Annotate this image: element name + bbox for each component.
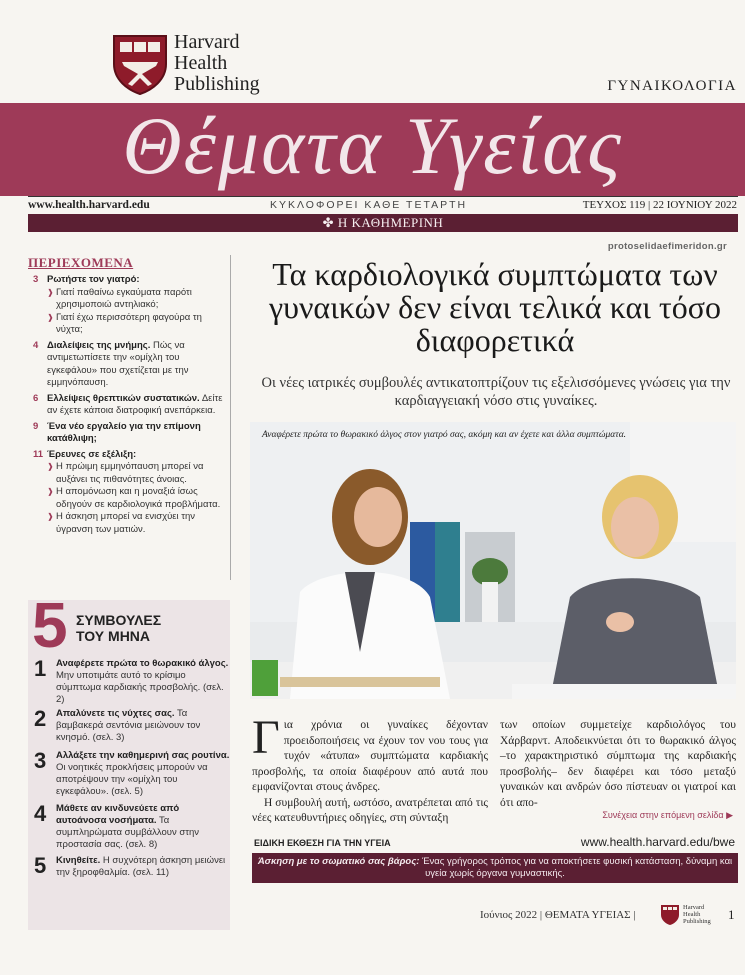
tip-item [34,855,230,879]
tip-heading: Αναφέρετε πρώτα το θωρακικό άλγος. [56,658,229,669]
tip-heading: Κινηθείτε. [56,855,101,866]
toc-text: Δείτε αν έχετε κάποια διατροφική ανεπάρκεια. [47,392,223,416]
toc-subitem [47,486,229,511]
tip-text: Τα συμπληρώματα συμβάλλουν στην προστασία σας. (σελ. 8) [56,815,200,850]
table-of-contents [33,274,229,539]
toc-heading: Διαλείψεις της μνήμης. [47,339,151,351]
bullet-icon: ❱ [47,512,54,521]
article-paragraph-1: ια χρόνια οι γυναίκες δέχονταν προειδοποιήσεις να έχουν τον νου τους για τυχόν «άτυπα» συμπτώματα καρδιακής προσβολής, τα οποία διαφέρουν από αυτά που εμφανίζονται στους άνδρες. [252,719,488,793]
footer-brand-1: Harvard [683,904,705,911]
footer-brand [683,904,711,925]
report-url[interactable]: www.health.harvard.edu/bwe [580,835,735,849]
section-label: ΓΥΝΑΙΚΟΛΟΓΙΑ [607,78,737,94]
tip-item [34,658,230,706]
toc-item[interactable] [33,393,229,418]
tip-text: Οι νοητικές προκλήσεις μπορούν να αποτρέψουν την «ομίχλη του εγκεφάλου». (σελ. 5) [56,762,208,797]
promo-banner[interactable] [252,853,738,883]
toc-subitem [47,461,229,486]
toc-subitem-text: Η πρώιμη εμμηνόπαυση μπορεί να αυξάνει τις πιθανότητες άνοιας. [56,461,204,485]
toc-subitem-text: Γιατί έχω περισσότερη φαγούρα τη νύχτα; [56,311,202,335]
toc-heading: Ένα νέο εργαλείο για την επίμονη κατάθλιψη; [47,420,201,444]
toc-item[interactable] [33,449,229,537]
harvard-shield-logo [112,34,168,96]
bullet-icon: ❱ [47,487,54,496]
tips-title-line-1: ΣΥΜΒΟΥΛΕΣ [76,612,162,628]
tips-big-number: 5 [32,589,68,661]
toc-item[interactable] [33,340,229,390]
bullet-icon: ❱ [47,287,54,297]
toc-subitem-text: Η απομόνωση και η μοναξιά ίσως οδηγούν σε καρδιολογικά προβλήματα. [56,486,221,510]
footer-brand-3: Publishing [683,918,711,925]
footer-shield-logo [660,904,680,926]
brand-line-3: Publishing [174,73,260,95]
tip-text: Τα βαμβακερά σεντόνια μειώνουν τον κνησμό. (σελ. 3) [56,708,201,743]
tip-heading: Μάθετε αν κινδυνεύετε από αυτοάνοσα νοσήματα. [56,803,180,826]
toc-item[interactable] [33,274,229,337]
article-column-1 [252,711,488,827]
issue-label: ΤΕΥΧΟΣ 119 | 22 ΙΟΥΝΙΟΥ 2022 [582,199,737,211]
masthead-title: Θέματα Υγείας [122,100,623,191]
newspaper-bar: ✤ Η ΚΑΘΗΜΕΡΙΝΗ [28,214,738,232]
brand-line-2: Health [174,52,228,74]
tips-title-line-2: ΤΟΥ ΜΗΝΑ [76,628,151,644]
toc-page-number: 4 [33,339,39,351]
toc-subitem [47,287,229,312]
tip-heading: Αλλάξετε την καθημερινή σας ρουτίνα. [56,750,230,761]
toc-heading: Έρευνες σε εξέλιξη: [47,448,137,460]
toc-page-number: 6 [33,392,39,404]
tip-item [34,708,230,744]
report-label: ΕΙΔΙΚΗ ΕΚΘΕΣΗ ΓΙΑ ΤΗΝ ΥΓΕΙΑ [254,838,391,848]
toc-subitem [47,312,229,337]
tip-text: Η συχνότερη άσκηση μειώνει την ξηροφθαλμία. (σελ. 11) [56,855,226,878]
newspaper-name: Η ΚΑΘΗΜΕΡΙΝΗ [337,215,444,230]
article-column-2: των οποίων συμμετείχε καρδιολόγος του Χάρβαρντ. Αποδεικνύεται ότι το θωρακικό άλγος –το χαρακτηριστικό σύμπτωμα της καρδιακής προσβολής– δεν διαφέρει και τόσο μεταξύ γυναικών και ανδρών όσο πίστευαν οι γιατροί και ότι απο- [500,719,736,809]
promo-text: Ένας γρήγορος τρόπος για να αποκτήσετε φυσική κατάσταση, δύναμη και υγεία χωρίς όργανα γυμναστικής. [419,856,733,879]
footer-text: Ιούνιος 2022 | ΘΕΜΑΤΑ ΥΓΕΙΑΣ | [480,909,636,921]
toc-heading: Ρωτήστε τον γιατρό: [47,274,140,285]
promo-head: Άσκηση με το σωματικό σας βάρος: [257,856,420,867]
tip-item [34,803,230,851]
tip-item [34,750,230,798]
bullet-icon: ❱ [47,312,54,322]
toc-page-number: 3 [33,274,39,285]
article-deck: Οι νέες ιατρικές συμβουλές αντικατοπτρίζουν τις εξελισσόμενες γνώσεις για την καρδιαγγειακή νόσο στις γυναίκες. [261,375,731,409]
article-paragraph-2: Η συμβουλή αυτή, ωστόσο, ανατρέπεται από τις νέες κατευθυντήριες οδηγίες, στη σύνταξη [252,796,488,824]
toc-subitem-text: Γιατί παθαίνω εγκαύματα παρότι χρησιμοποιώ αντηλιακό; [56,286,192,310]
brand-line-1: Harvard [174,31,240,53]
frequency-label: ΚΥΚΛΟΦΟΡΕΙ ΚΑΘΕ ΤΕΤΑΡΤΗ [270,199,468,211]
divider [28,196,738,197]
tip-number: 3 [34,748,47,773]
tip-number: 1 [34,656,47,681]
toc-page-number: 9 [33,420,39,432]
watermark: protoselidaefimeridon.gr [607,241,727,252]
toc-subitem-text: Η άσκηση μπορεί να ενισχύει την ύγρανση των ματιών. [56,511,196,535]
photo-caption: Αναφέρετε πρώτα το θωρακικό άλγος στον γιατρό σας, ακόμη και αν έχετε και άλλα συμπτώματα. [262,430,627,440]
article-headline: Τα καρδιολογικά συμπτώματα των γυναικών δεν είναι τελικά και τόσο διαφορετικά [268,256,722,358]
page-number: 1 [728,907,735,922]
tip-number: 4 [34,801,47,826]
brand-wordmark [174,32,260,95]
toc-title: ΠΕΡΙΕΧΟΜΕΝΑ [28,255,134,270]
continue-link[interactable]: Συνέχεια στην επόμενη σελίδα ▶ [602,810,733,820]
site-url[interactable]: www.health.harvard.edu [28,199,150,211]
toc-heading: Ελλείψεις θρεπτικών συστατικών. [47,392,200,404]
drop-cap: Γ [252,711,280,764]
bullet-icon: ❱ [47,462,54,471]
toc-page-number: 11 [33,448,44,460]
divider [230,255,231,580]
toc-subitem [47,511,229,536]
tip-text: Μην υποτιμάτε αυτό το κρίσιμο σύμπτωμα καρδιακής προσβολής. (σελ. 2) [56,670,224,705]
tip-heading: Απαλύνετε τις νύχτες σας. [56,708,175,719]
toc-item[interactable] [33,421,229,446]
tip-number: 5 [34,853,47,878]
toc-text: Πώς να αντιμετωπίσετε την «ομίχλη του εγκεφάλου» που σχετίζεται με την εμμηνόπαυση. [47,339,189,388]
article-photo [250,422,736,699]
footer-brand-2: Health [683,911,701,918]
tip-number: 2 [34,706,47,731]
tips-title [76,612,161,644]
